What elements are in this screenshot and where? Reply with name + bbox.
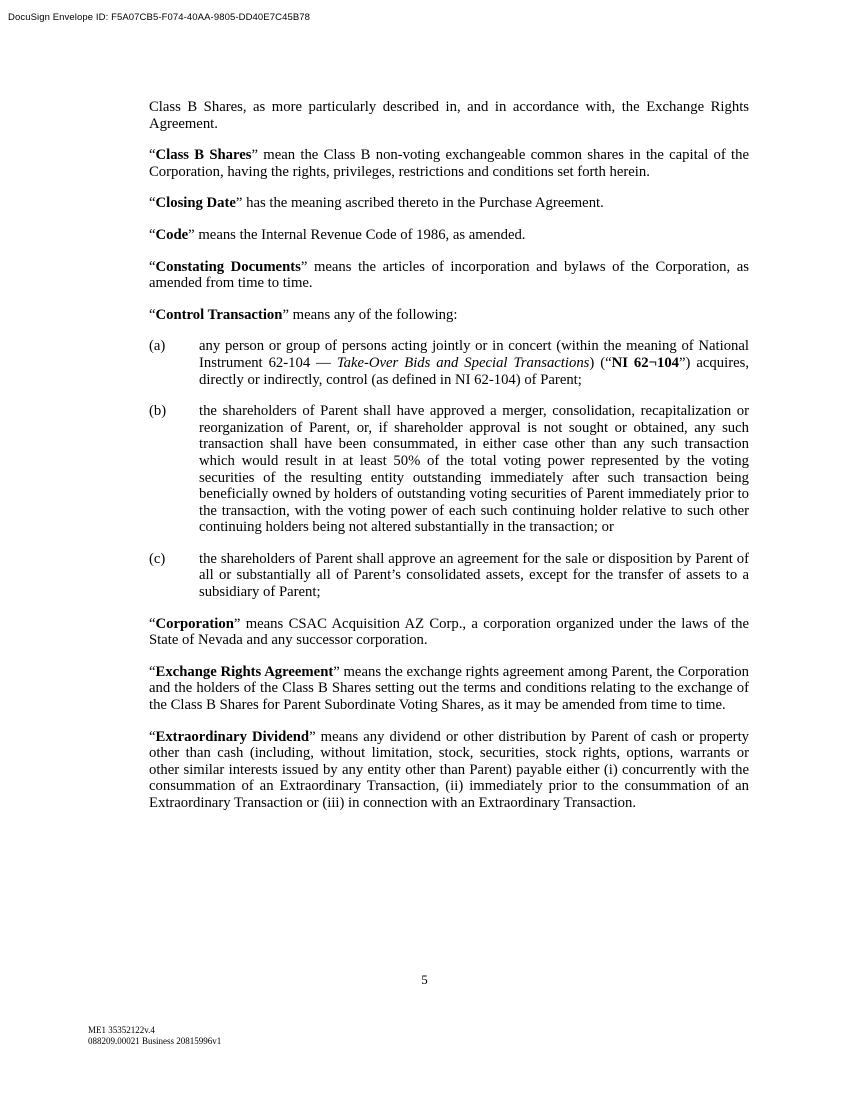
clause-label: (a) [149, 338, 166, 355]
term-class-b-shares: Class B Shares [155, 147, 252, 164]
clause-a-text-2: ) (“ [589, 354, 612, 371]
intro-paragraph: Class B Shares, as more particularly described in, and in accordance with, the Exchange Rights Agreement. [149, 99, 749, 132]
clause-a-text-1: any person or group of persons acting jointly or in concert (within the meaning of National Instrument 62-104 — [199, 338, 749, 371]
definition-closing-date: “Closing Date” has the meaning ascribed thereto in the Purchase Agreement. [149, 195, 604, 212]
clause-a-text-3: ”) acquires, directly or indirectly, control (as defined in NI 62-104) of Parent; [199, 354, 749, 388]
term-corporation: Corporation [155, 615, 234, 632]
definition-text: mean the Class B non-voting exchangeable common shares in the capital of the Corporation, having the rights, privileges, restrictions and conditions set forth herein. [149, 147, 749, 180]
definition-text: means the Internal Revenue Code of 1986, as amended. [194, 226, 526, 243]
clause-b [149, 403, 749, 536]
footer-doc-id: ME1 35352122v.4 [88, 1025, 155, 1035]
definition-text: has the meaning ascribed thereto in the Purchase Agreement. [242, 195, 604, 212]
clause-a-italic-title: Take-Over Bids and Special Transactions [336, 354, 590, 371]
clause-label: (c) [149, 550, 166, 567]
term-control-transaction: Control Transaction [155, 306, 283, 323]
term-code: Code [155, 226, 189, 243]
term-ni-62-104: NI 62¬104 [611, 354, 680, 371]
term-constating-documents: Constating Documents [155, 258, 301, 275]
definition-extraordinary-dividend: “Extraordinary Dividend” means any dividend or other distribution by Parent of cash or property other than cash (including, without limitation, stock, securities, stock rights, options, warrants or other similar interests issued by any entity other than Parent) payable either (i) concurrently with the consummation of an Extraordinary Transaction, (ii) immediately prior to the consummation of an Extraordinary Transaction or (iii) in connection with an Extraordinary Transaction. [149, 728, 749, 811]
page-number: 5 [421, 972, 428, 987]
term-closing-date: Closing Date [155, 195, 236, 212]
document-footer [88, 1025, 221, 1046]
definition-class-b-shares: “Class B Shares” mean the Class B non-voting exchangeable common shares in the capital of the Corporation, having the rights, privileges, restrictions and conditions set forth herein. [149, 147, 749, 180]
definition-code: “Code” means the Internal Revenue Code of 1986, as amended. [149, 226, 526, 243]
definition-constating-documents: “Constating Documents” means the articles of incorporation and bylaws of the Corporation, as amended from time to time. [149, 258, 749, 292]
definition-corporation: “Corporation” means CSAC Acquisition AZ Corp., a corporation organized under the laws of the State of Nevada and any successor corporation. [149, 615, 749, 649]
definition-control-transaction: “Control Transaction” means any of the following: [149, 306, 458, 323]
clause-text: the shareholders of Parent shall approve an agreement for the sale or disposition by Parent of all or substantially all of Parent’s consolidated assets, except for the transfer of assets to a subsidiary of Parent; [199, 550, 749, 601]
clause-a [149, 338, 749, 388]
document-body [149, 99, 749, 827]
clause-label: (b) [149, 403, 167, 420]
docusign-envelope-id: DocuSign Envelope ID: F5A07CB5-F074-40AA-9805-DD40E7C45B78 [8, 12, 311, 23]
definition-text: means the exchange rights agreement among Parent, the Corporation and the holders of the Class B Shares setting out the terms and conditions relating to the exchange of the Class B Shares for Parent Subordinate Voting Shares, as it may be amended from time to time. [149, 663, 749, 714]
clause-c [149, 551, 749, 601]
definition-exchange-rights-agreement: “Exchange Rights Agreement” means the exchange rights agreement among Parent, the Corporation and the holders of the Class B Shares setting out the terms and conditions relating to the exchange of the Class B Shares for Parent Subordinate Voting Shares, as it may be amended from time to time. [149, 663, 749, 714]
footer-business-id: 088209.00021 Business 20815996v1 [88, 1035, 222, 1046]
definition-text: means the articles of incorporation and bylaws of the Corporation, as amended from time to time. [149, 258, 749, 292]
definition-text: means CSAC Acquisition AZ Corp., a corporation organized under the laws of the State of Nevada and any successor corporation. [149, 615, 749, 649]
definition-text: means any dividend or other distribution by Parent of cash or property other than cash (including, without limitation, stock, securities, stock rights, options, warrants or other similar interests issued by any entity other than Parent) payable either (i) concurrently with the consummation of an Extraordinary Transaction, (ii) immediately prior to the consummation of an Extraordinary Transaction or (iii) in connection with an Extraordinary Transaction. [149, 728, 749, 811]
definition-text: means any of the following: [288, 306, 458, 323]
term-extraordinary-dividend: Extraordinary Dividend [155, 728, 310, 745]
clause-text [199, 338, 749, 388]
term-exchange-rights-agreement: Exchange Rights Agreement [155, 663, 334, 680]
clause-text: the shareholders of Parent shall have approved a merger, consolidation, recapitalization or reorganization of Parent, or, if shareholder approval is not sought or obtained, any such transaction shall have been consummated, in either case other than any such transaction which would result in at least 50% of the total voting power represented by the voting securities of the resulting entity outstanding immediately after such transaction being beneficially owned by holders of outstanding voting securities of Parent immediately prior to the transaction, with the voting power of each such continuing holder relative to such other continuing holders being not altered substantially in the transaction; or [199, 403, 749, 536]
